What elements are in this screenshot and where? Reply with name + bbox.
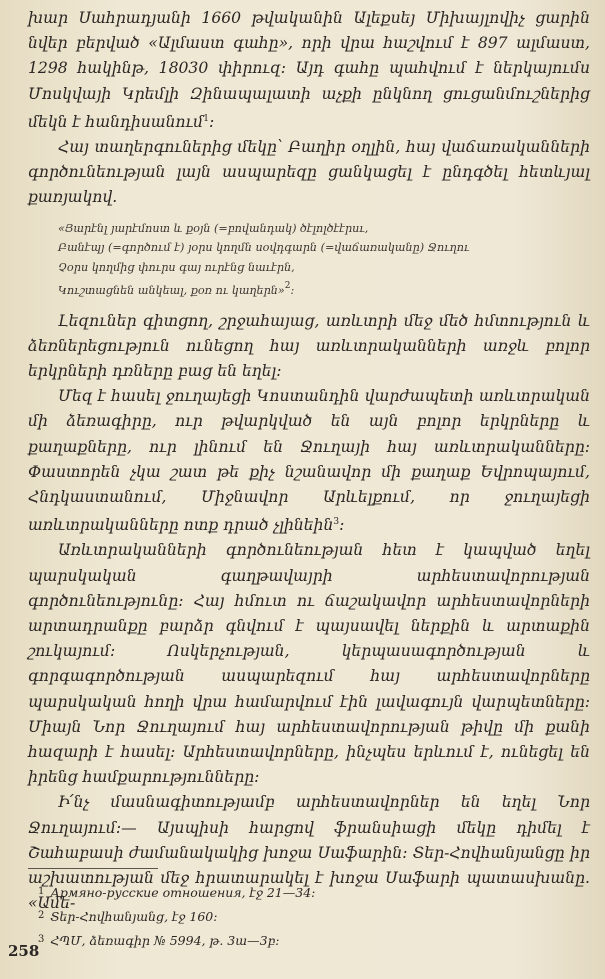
footnote-1: $^1$ Армяно-русские отношения, էջ 21—34: — [38, 885, 316, 900]
footnote-ref-2: 2 — [284, 281, 291, 292]
paragraph-5: Առևտրականների գործունեության հետ է կապված եղել պարսկական գաղթավայրի արհեստավորության գործունեությունը: Հայ հմուտ ու ճաշակավոր արհեստավորների արտադրանքը բարձր գնվում է պայսավել ներքին և արտաքին շուկայում: Ոսկերչության, կերպասագործության և գորգագործության ասպարեզում հայ արհեստավորները պարսկական հողի վրա համարվում էին լավագույն վարպետները: Միայն Նոր Ջուղայում հայ արհեստավորության թիվը մի քանի հազարի է հասել: Արհեստավորները, ինչպես երևում է, ունեցել են իրենց համքարությունները: — [28, 541, 590, 787]
quote-line: Չօրս կողմից փուրս գայ ուրէնց նաւէրն, — [58, 260, 295, 274]
footnote-divider — [28, 868, 158, 869]
paragraph-3: Լեզուներ գիտցող, շրջահայաց, առևտրի մեջ մեծ հմտություն և ձեռներեցություն ունեցող հայ առևտրականների առջև բոլոր երկրների դռները բաց են եղել: — [28, 311, 590, 381]
page-number: 258 — [8, 942, 40, 960]
paragraph-6: Ի՛նչ մասնագիտությամբ արհեստավորներ են եղել Նոր Ջուղայում:— Այսպիսի հարցով ֆրանսիացի մեկը դիմել է Շահաբասի ժամանակակից խոջա Սաֆարին: Տեր-Հովհանյանցը իր աշխատության մեջ հրատարակել է խոջա Սաֆարի պատասխանը. «Ամե- — [28, 793, 590, 913]
poem-quote — [58, 219, 578, 301]
footnotes — [28, 880, 588, 952]
quote-line: Կուշտացնեն անկեալ, քօռ ու կաղերն»$^2$: — [58, 281, 295, 298]
quote-line: «Յարէնլ յարէմոստ և քօյն (=բովանդակ) ծէլոլծէէրսւ, — [58, 221, 369, 235]
footnote-ref-1: 1 — [203, 113, 209, 124]
paragraph-1: խար Սահրադյանի 1660 թվականին Ալեքսեյ Միխայլովիչ ցարին նվեր բերված «Ալմաստ գահը», որի վրա հաշվում է 897 ալմաստ, 1298 հակինթ, 18030 փիրուզ: Այդ գահը պահվում է ներկայումս Մոսկվայի Կրեմլի Զինապալատի աչքի ընկնող ցուցանմուշներից մեկն է հանդիսանում$^1$: — [28, 9, 590, 131]
quote-line: Բանէպյ (=գործում է) յօրս կողմն սօվդգարն (=վաճառականը) Ջուղու — [58, 241, 470, 255]
main-text — [28, 6, 590, 917]
paragraph-4: Մեզ է հասել ջուղայեցի Կոստանդին վարժապետի առևտրական մի ձեռագիրը, ուր թվարկված են այն բոլոր երկրները և քաղաքները, ուր լինում են Ջուղայի հայ առևտրականները: Փաստորեն չկա շատ թե քիչ նշանավոր մի քաղաք Եվրոպայում, Հնդկաստանում, Միջնավոր Արևելքում, որ ջուղայեցի առևտրականները ոտք դրած չլինեին$^3$: — [28, 387, 590, 535]
paragraph-2: Հայ տաղերգուներից մեկը՝ Բաղիր օղլին, հայ վաճառականների գործունեության լայն ասպարեզը ցանկացել է ընդգծել հետևյալ քառյակով. — [28, 138, 590, 207]
footnote-2: $^2$ Տեր-Հովհանյանց, էջ 160: — [38, 909, 218, 924]
footnote-ref-3: 3 — [333, 517, 340, 528]
footnote-3: $^3$ ՀՊՄ, ձեռագիր № 5994, թ. 3ա—3բ: — [38, 933, 280, 948]
